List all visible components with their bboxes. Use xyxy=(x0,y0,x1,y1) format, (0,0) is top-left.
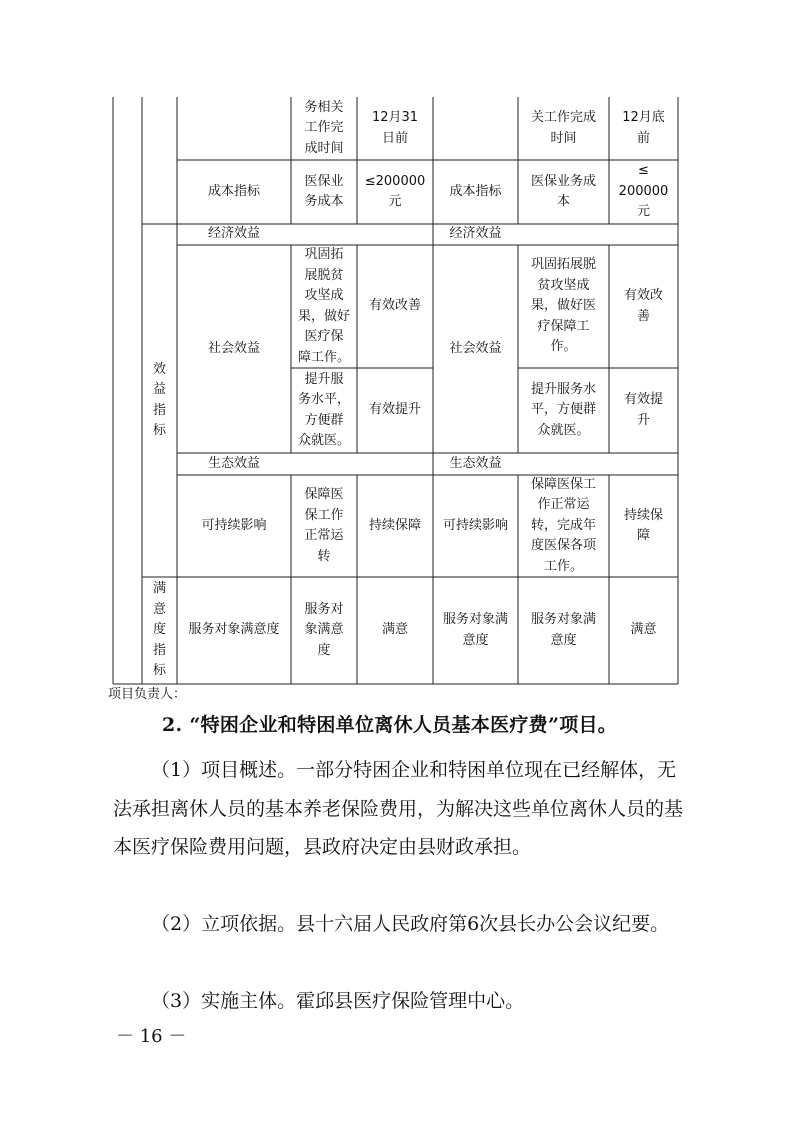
cell-satisfaction-right: 服务对象满 意度 xyxy=(442,612,508,648)
cell-sustainability-value-right: 持续保 障 xyxy=(623,507,663,543)
cell-r1-work-completion-label: 务相关 工作完 成时间 xyxy=(304,99,344,156)
cell-r2-cost-value: ≤200000 元 xyxy=(364,173,426,209)
cell-sustainability: 可持续影响 xyxy=(201,517,267,533)
cell-social-benefit: 社会效益 xyxy=(207,340,260,356)
cell-r2-cost-item: 医保业 务成本 xyxy=(304,173,344,209)
cell-r2-cost-indicator: 成本指标 xyxy=(207,183,260,199)
cell-r4-poverty-consolidation-right: 巩固拓展脱 贫攻坚成 果，做好医 疗保障工 作。 xyxy=(530,257,596,355)
cell-r5-service-level-right: 提升服务水 平，方便群 众就医。 xyxy=(530,381,596,438)
cell-r5-service-level: 提升服 务水平， 方便群 众就医。 xyxy=(297,371,350,448)
cell-r2-cost-value-right: ≤ 200000 元 xyxy=(618,163,669,220)
page-number: － 16 － xyxy=(116,1026,187,1047)
cell-r5-effective-increase-right: 有效提 升 xyxy=(623,392,663,428)
cell-sustainability-target-right: 保障医保工 作正常运 转，完成年 度医保各项 工作。 xyxy=(530,476,596,574)
cell-satisfaction-value-right: 满意 xyxy=(630,622,657,638)
paragraph-basis-text: （2）立项依据。县十六届人民政府第6次县长办公会议纪要。 xyxy=(151,913,670,935)
cell-r1-deadline: 12月31 日前 xyxy=(371,110,419,146)
paragraph-overview xyxy=(113,751,689,867)
satisfaction-indicator-label: 满 意 度 指 标 xyxy=(152,581,166,679)
cell-sustainability-value: 持续保障 xyxy=(368,517,421,533)
paragraph-overview-text: （1）项目概述。一部分特困企业和特困单位现在已经解体，无法承担离休人员的基本养老保险费用，为解决这些单位离休人员的基本医疗保险费用问题，县政府决定由县财政承担。 xyxy=(113,759,684,858)
cell-ecological-benefit: 生态效益 xyxy=(207,455,260,471)
cell-r5-effective-increase: 有效提升 xyxy=(368,402,421,418)
cell-r1-deadline-right: 12月底 前 xyxy=(622,110,665,146)
cell-r2-cost-item-right: 医保业务成 本 xyxy=(530,173,596,209)
paragraph-subject-text: （3）实施主体。霍邱县医疗保险管理中心。 xyxy=(151,990,525,1012)
cell-economic-benefit: 经济效益 xyxy=(207,226,260,242)
cell-ecological-benefit-right: 生态效益 xyxy=(449,455,502,471)
cell-sustainability-right: 可持续影响 xyxy=(442,517,508,533)
cell-r4-effective-improvement: 有效改善 xyxy=(368,298,421,314)
cell-r4-poverty-consolidation: 巩固拓 展脱贫 攻坚成 果，做好 医疗保 障工作。 xyxy=(297,247,350,365)
cell-satisfaction-value: 满意 xyxy=(381,622,408,638)
benefit-indicator-label: 效 益 指 标 xyxy=(152,361,166,438)
cell-satisfaction: 服务对象满意度 xyxy=(188,622,280,638)
project-leader-caption: 项目负责人： xyxy=(108,687,187,702)
paragraph-basis xyxy=(113,905,689,944)
cell-social-benefit-right: 社会效益 xyxy=(449,340,502,356)
cell-satisfaction-target: 服务对 象满意 度 xyxy=(304,601,344,658)
cell-satisfaction-target-right: 服务对象满 意度 xyxy=(530,612,596,648)
cell-economic-benefit-right: 经济效益 xyxy=(449,226,502,242)
cell-sustainability-target: 保障医 保工作 正常运 转 xyxy=(304,487,344,564)
section-heading: 2. “特困企业和特困单位离休人员基本医疗费”项目。 xyxy=(162,714,618,736)
paragraph-subject xyxy=(113,982,689,1021)
cell-r1-work-completion-label-right: 关工作完成 时间 xyxy=(530,110,596,146)
cell-r4-effective-improvement-right: 有效改 善 xyxy=(623,288,663,324)
cell-r2-cost-indicator-right: 成本指标 xyxy=(449,183,502,199)
